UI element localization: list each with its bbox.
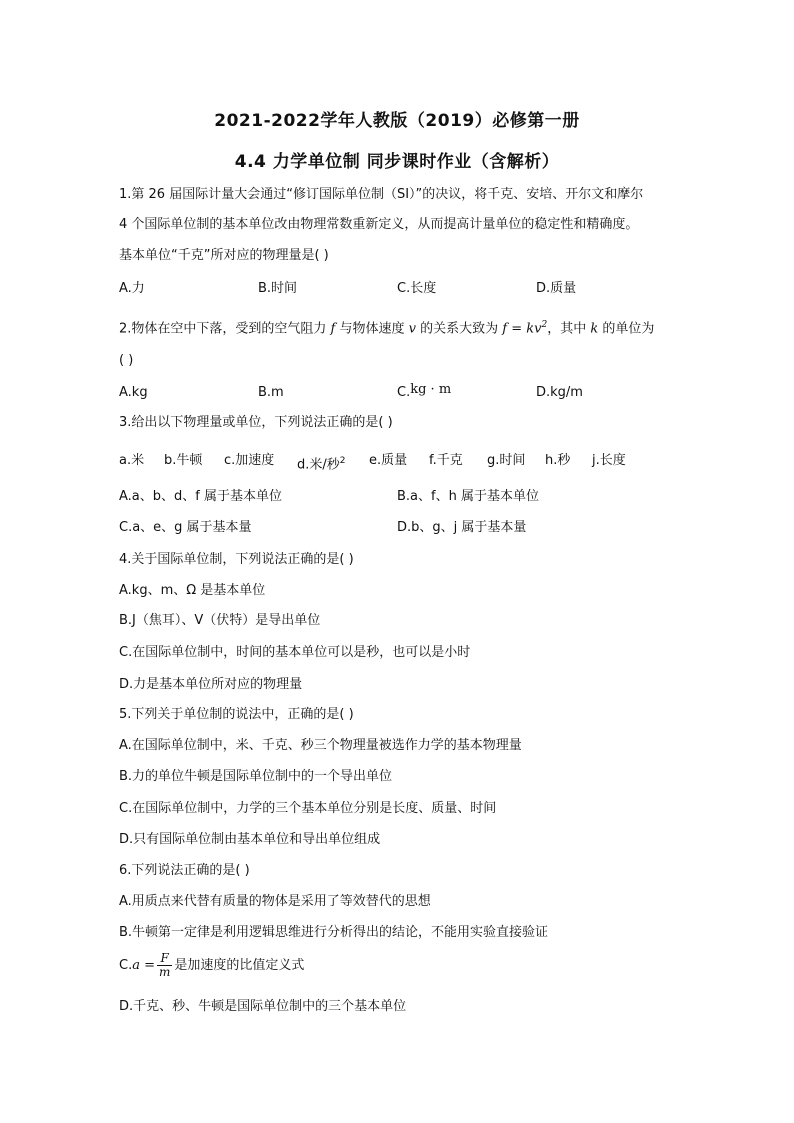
q6-option-c-fraction <box>157 952 172 979</box>
q2-option-d: D.kg/m <box>536 385 583 400</box>
q2-option-b: B.m <box>258 385 284 400</box>
q2-text-c: 的关系大致为 <box>415 321 503 337</box>
q2-text-d: ，其中 <box>547 321 591 337</box>
q1-line1: 1.第 26 届国际计量大会通过“修订国际单位制（SI）”的决议，将千克、安培、开尔文和摩尔 <box>119 187 644 202</box>
q2-text-a: 2.物体在空中下落，受到的空气阻力 <box>119 321 331 337</box>
q3-item-j: j.长度 <box>592 453 626 468</box>
q1-line2: 4 个国际单位制的基本单位改由物理常数重新定义，从而提高计量单位的稳定性和精确度。 <box>119 217 639 232</box>
q2-option-c-math: kg · m <box>410 382 452 397</box>
q2-text-e: 的单位为 <box>598 321 655 337</box>
q2-line1 <box>119 316 654 338</box>
document-subtitle: 4.4 力学单位制 同步课时作业（含解析） <box>234 152 560 172</box>
q2-text-b: 与物体速度 <box>335 321 409 337</box>
q1-option-a: A.力 <box>119 281 145 296</box>
q2-formula: f = kv <box>502 321 542 337</box>
q2-option-c <box>397 384 451 402</box>
q5-option-b: B.力的单位牛顿是国际单位制中的一个导出单位 <box>119 769 393 784</box>
q6-option-c <box>119 952 304 979</box>
q4-option-a: A.kg、m、Ω 是基本单位 <box>119 583 266 598</box>
q3-item-g: g.时间 <box>487 453 526 468</box>
q1-option-b: B.时间 <box>258 281 298 296</box>
q4-line1: 4.关于国际单位制，下列说法正确的是( ) <box>119 552 354 567</box>
q3-option-c: C.a、e、g 属于基本量 <box>119 520 252 535</box>
q2-symbol-f: f <box>330 321 336 337</box>
q3-item-d-label: d.米/秒 <box>297 457 340 473</box>
q3-option-a: A.a、b、d、f 属于基本单位 <box>119 489 282 504</box>
q3-item-a: a.米 <box>119 453 145 468</box>
q6-option-c-suffix: 是加速度的比值定义式 <box>174 958 305 973</box>
q6-option-d: D.千克、秒、牛顿是国际单位制中的三个基本单位 <box>119 999 407 1014</box>
q1-line3: 基本单位“千克”所对应的物理量是( ) <box>119 248 329 263</box>
q6-line1: 6.下列说法正确的是( ) <box>119 863 250 878</box>
q6-option-c-numerator: F <box>157 952 172 966</box>
document-title: 2021-2022学年人教版（2019）必修第一册 <box>214 111 580 131</box>
q3-item-h: h.秒 <box>545 453 571 468</box>
q2-symbol-k: k <box>590 321 599 337</box>
q5-line1: 5.下列关于单位制的说法中，正确的是( ) <box>119 707 354 722</box>
q6-option-b: B.牛顿第一定律是利用逻辑思维进行分析得出的结论，不能用实验直接验证 <box>119 925 549 940</box>
q2-formula-exponent: 2 <box>541 320 548 330</box>
q3-option-d: D.b、g、j 属于基本量 <box>397 520 527 535</box>
q2-option-c-label: C. <box>397 385 411 400</box>
q5-option-a: A.在国际单位制中，米、千克、秒三个物理量被选作力学的基本物理量 <box>119 738 522 753</box>
q4-option-d: D.力是基本单位所对应的物理量 <box>119 677 303 692</box>
q3-line1: 3.给出以下物理量或单位，下列说法正确的是( ) <box>119 415 393 430</box>
q3-item-f: f.千克 <box>429 453 463 468</box>
q1-option-c: C.长度 <box>397 281 437 296</box>
q6-option-a: A.用质点来代替有质量的物体是采用了等效替代的思想 <box>119 894 431 909</box>
q2-symbol-v: v <box>408 321 416 337</box>
q4-option-b: B.J（焦耳）、V（伏特）是导出单位 <box>119 613 321 628</box>
q3-item-d-exponent: 2 <box>339 456 346 466</box>
q6-option-c-prefix: C. <box>119 958 133 973</box>
q2-option-a: A.kg <box>119 385 148 400</box>
q5-option-c: C.在国际单位制中，力学的三个基本单位分别是长度、质量、时间 <box>119 801 497 816</box>
q3-item-e: e.质量 <box>369 453 408 468</box>
q6-option-c-denominator: m <box>159 965 171 979</box>
q2-line2: ( ) <box>119 353 134 368</box>
q3-item-c: c.加速度 <box>224 453 275 468</box>
q3-item-b: b.牛顿 <box>164 453 203 468</box>
q1-option-d: D.质量 <box>536 281 577 296</box>
q3-option-b: B.a、f、h 属于基本单位 <box>397 489 539 504</box>
q4-option-c: C.在国际单位制中，时间的基本单位可以是秒，也可以是小时 <box>119 645 471 660</box>
q6-option-c-lhs: a = <box>132 958 155 973</box>
q3-item-d <box>297 452 346 474</box>
q5-option-d: D.只有国际单位制由基本单位和导出单位组成 <box>119 832 381 847</box>
